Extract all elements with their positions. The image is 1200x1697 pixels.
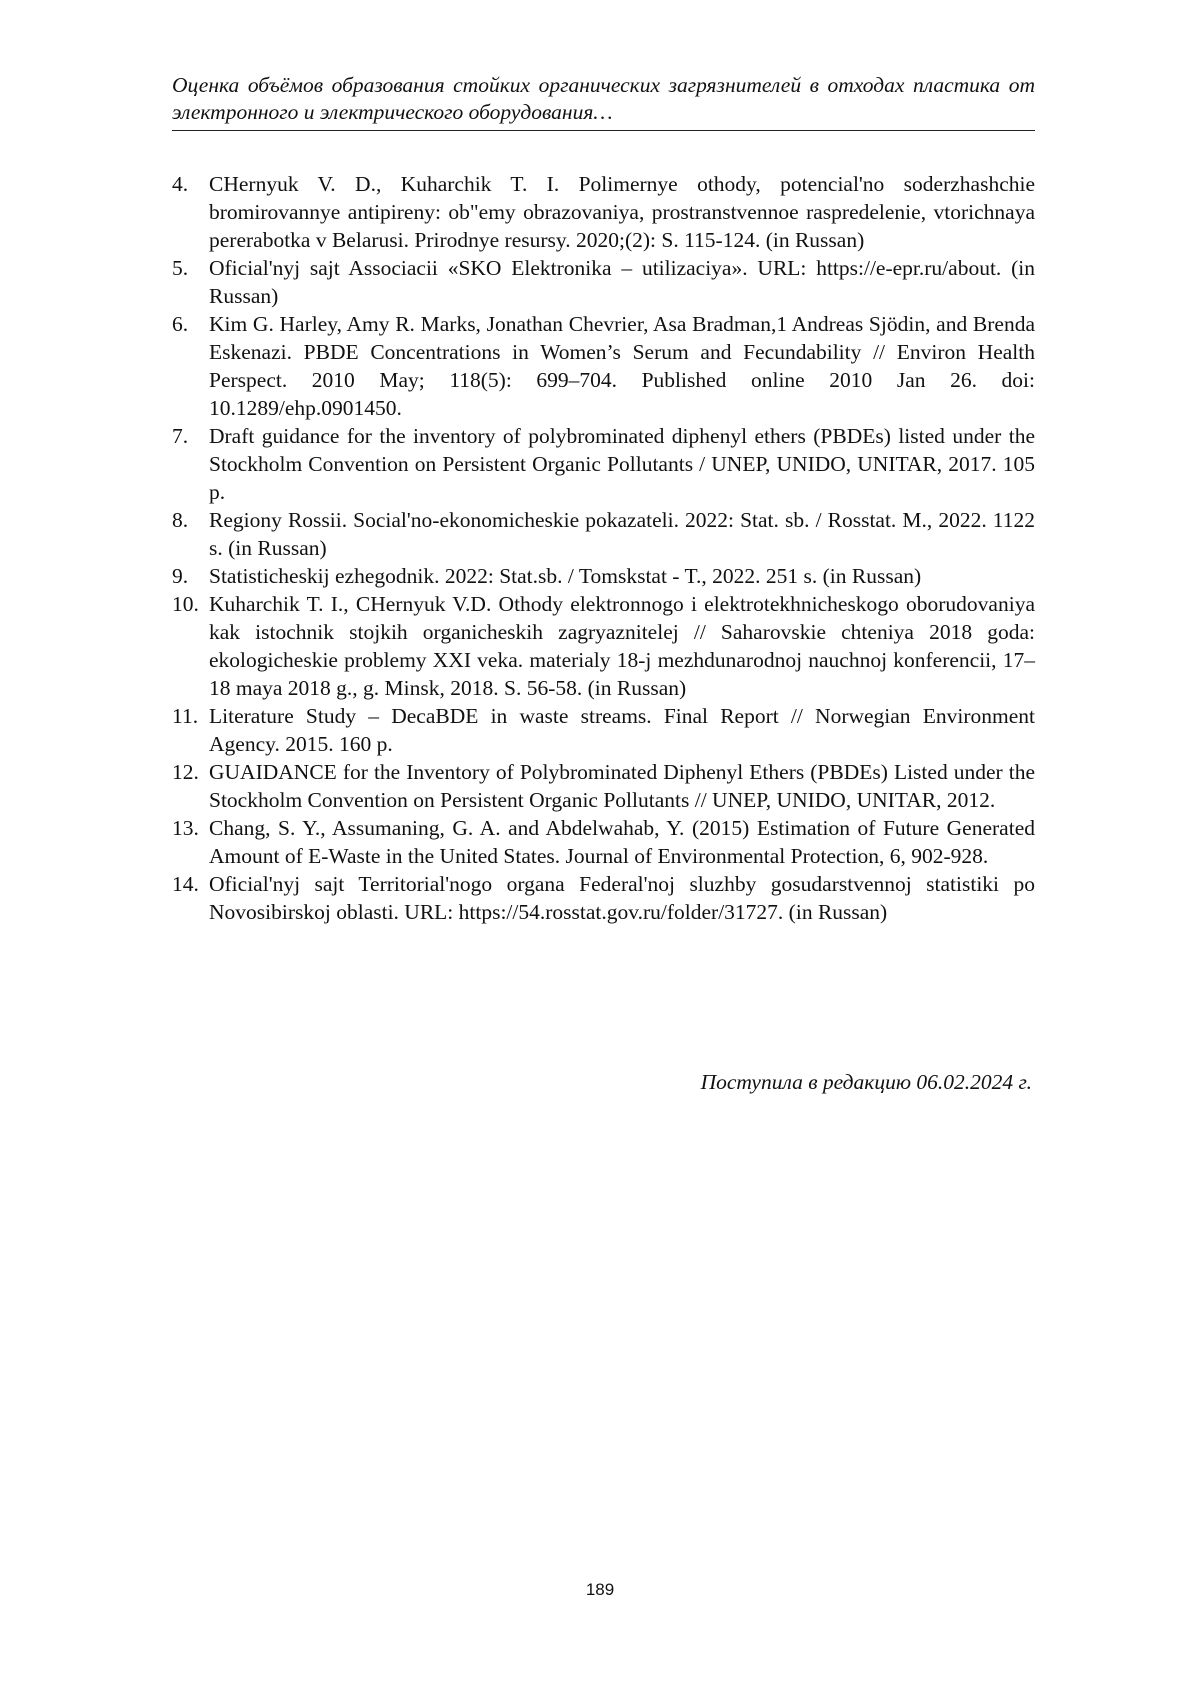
- reference-number: 13.: [172, 816, 199, 840]
- reference-text: Draft guidance for the inventory of polybrominated diphenyl ethers (PBDEs) listed under the Stockholm Convention on Persistent Organic Pollutants / UNEP, UNIDO, UNITAR, 2017. 105 p.: [209, 424, 1035, 504]
- reference-item: [172, 170, 1035, 254]
- reference-text: CHernyuk V. D., Kuharchik T. I. Polimernye othody, potencial'no soderzhashchie bromirovannye antipireny: ob"emy obrazovaniya, prostranstvennoe raspredelenie, vtorichnaya pererabotka v Belarusi. Prirodnye resursy. 2020;(2): S. 115-124. (in Russan): [209, 172, 1035, 252]
- reference-number: 12.: [172, 760, 199, 784]
- reference-number: 7.: [172, 424, 189, 448]
- reference-text: Oficial'nyj sajt Territorial'nogo organa Federal'noj sluzhby gosudarstvennoj statistiki po Novosibirskoj oblasti. URL: https://54.rosstat.gov.ru/folder/31727. (in Russan): [209, 872, 1035, 924]
- received-date-note: Поступила в редакцию 06.02.2024 г.: [700, 1070, 1032, 1094]
- reference-text: Oficial'nyj sajt Associacii «SKO Elektronika – utilizaciya». URL: https://e-epr.ru/about. (in Russan): [209, 256, 1035, 308]
- reference-list: [172, 170, 1035, 926]
- reference-number: 9.: [172, 564, 189, 588]
- reference-text: Literature Study – DecaBDE in waste streams. Final Report // Norwegian Environment Agency. 2015. 160 p.: [209, 704, 1035, 756]
- reference-number: 6.: [172, 312, 189, 336]
- reference-item: [172, 506, 1035, 562]
- reference-item: [172, 758, 1035, 814]
- reference-item: [172, 814, 1035, 870]
- reference-item: [172, 562, 1035, 590]
- reference-item: [172, 310, 1035, 422]
- reference-text: Chang, S. Y., Assumaning, G. A. and Abdelwahab, Y. (2015) Estimation of Future Generated Amount of E-Waste in the United States. Journal of Environmental Protection, 6, 902-928.: [209, 816, 1035, 868]
- reference-number: 11.: [172, 704, 199, 728]
- reference-number: 10.: [172, 592, 199, 616]
- reference-text: Kim G. Harley, Amy R. Marks, Jonathan Chevrier, Asa Bradman,1 Andreas Sjödin, and Brenda Eskenazi. PBDE Concentrations in Women’s Serum and Fecundability // Environ Health Perspect. 2010 May; 118(5): 699–704. Published online 2010 Jan 26. doi: 10.1289/ehp.0901450.: [209, 312, 1035, 420]
- reference-text: Statisticheskij ezhegodnik. 2022: Stat.sb. / Tomskstat - T., 2022. 251 s. (in Russan): [209, 564, 922, 588]
- reference-item: [172, 422, 1035, 506]
- reference-number: 4.: [172, 172, 189, 196]
- reference-item: [172, 870, 1035, 926]
- running-header: Оценка объёмов образования стойких органических загрязнителей в отходах пластика от электронного и электрического оборудования…: [172, 72, 1035, 131]
- reference-number: 8.: [172, 508, 189, 532]
- reference-number: 14.: [172, 872, 199, 896]
- reference-text: GUAIDANCE for the Inventory of Polybrominated Diphenyl Ethers (PBDEs) Listed under the Stockholm Convention on Persistent Organic Pollutants // UNEP, UNIDO, UNITAR, 2012.: [209, 760, 1035, 812]
- reference-text: Regiony Rossii. Social'no-ekonomicheskie pokazateli. 2022: Stat. sb. / Rosstat. M., 2022. 1122 s. (in Russan): [209, 508, 1035, 560]
- reference-item: [172, 702, 1035, 758]
- reference-number: 5.: [172, 256, 189, 280]
- reference-text: Kuharchik T. I., CHernyuk V.D. Othody elektronnogo i elektrotekhnicheskogo oborudovaniya kak istochnik stojkih organicheskih zagryaznitelej // Saharovskie chteniya 2018 goda: ekologicheskie problemy XXI veka. materialy 18-j mezhdunarodnoj nauchnoj konferencii, 17–18 maya 2018 g., g. Minsk, 2018. S. 56-58. (in Russan): [209, 592, 1035, 700]
- page-number: 189: [585, 1580, 615, 1599]
- reference-item: [172, 254, 1035, 310]
- reference-item: [172, 590, 1035, 702]
